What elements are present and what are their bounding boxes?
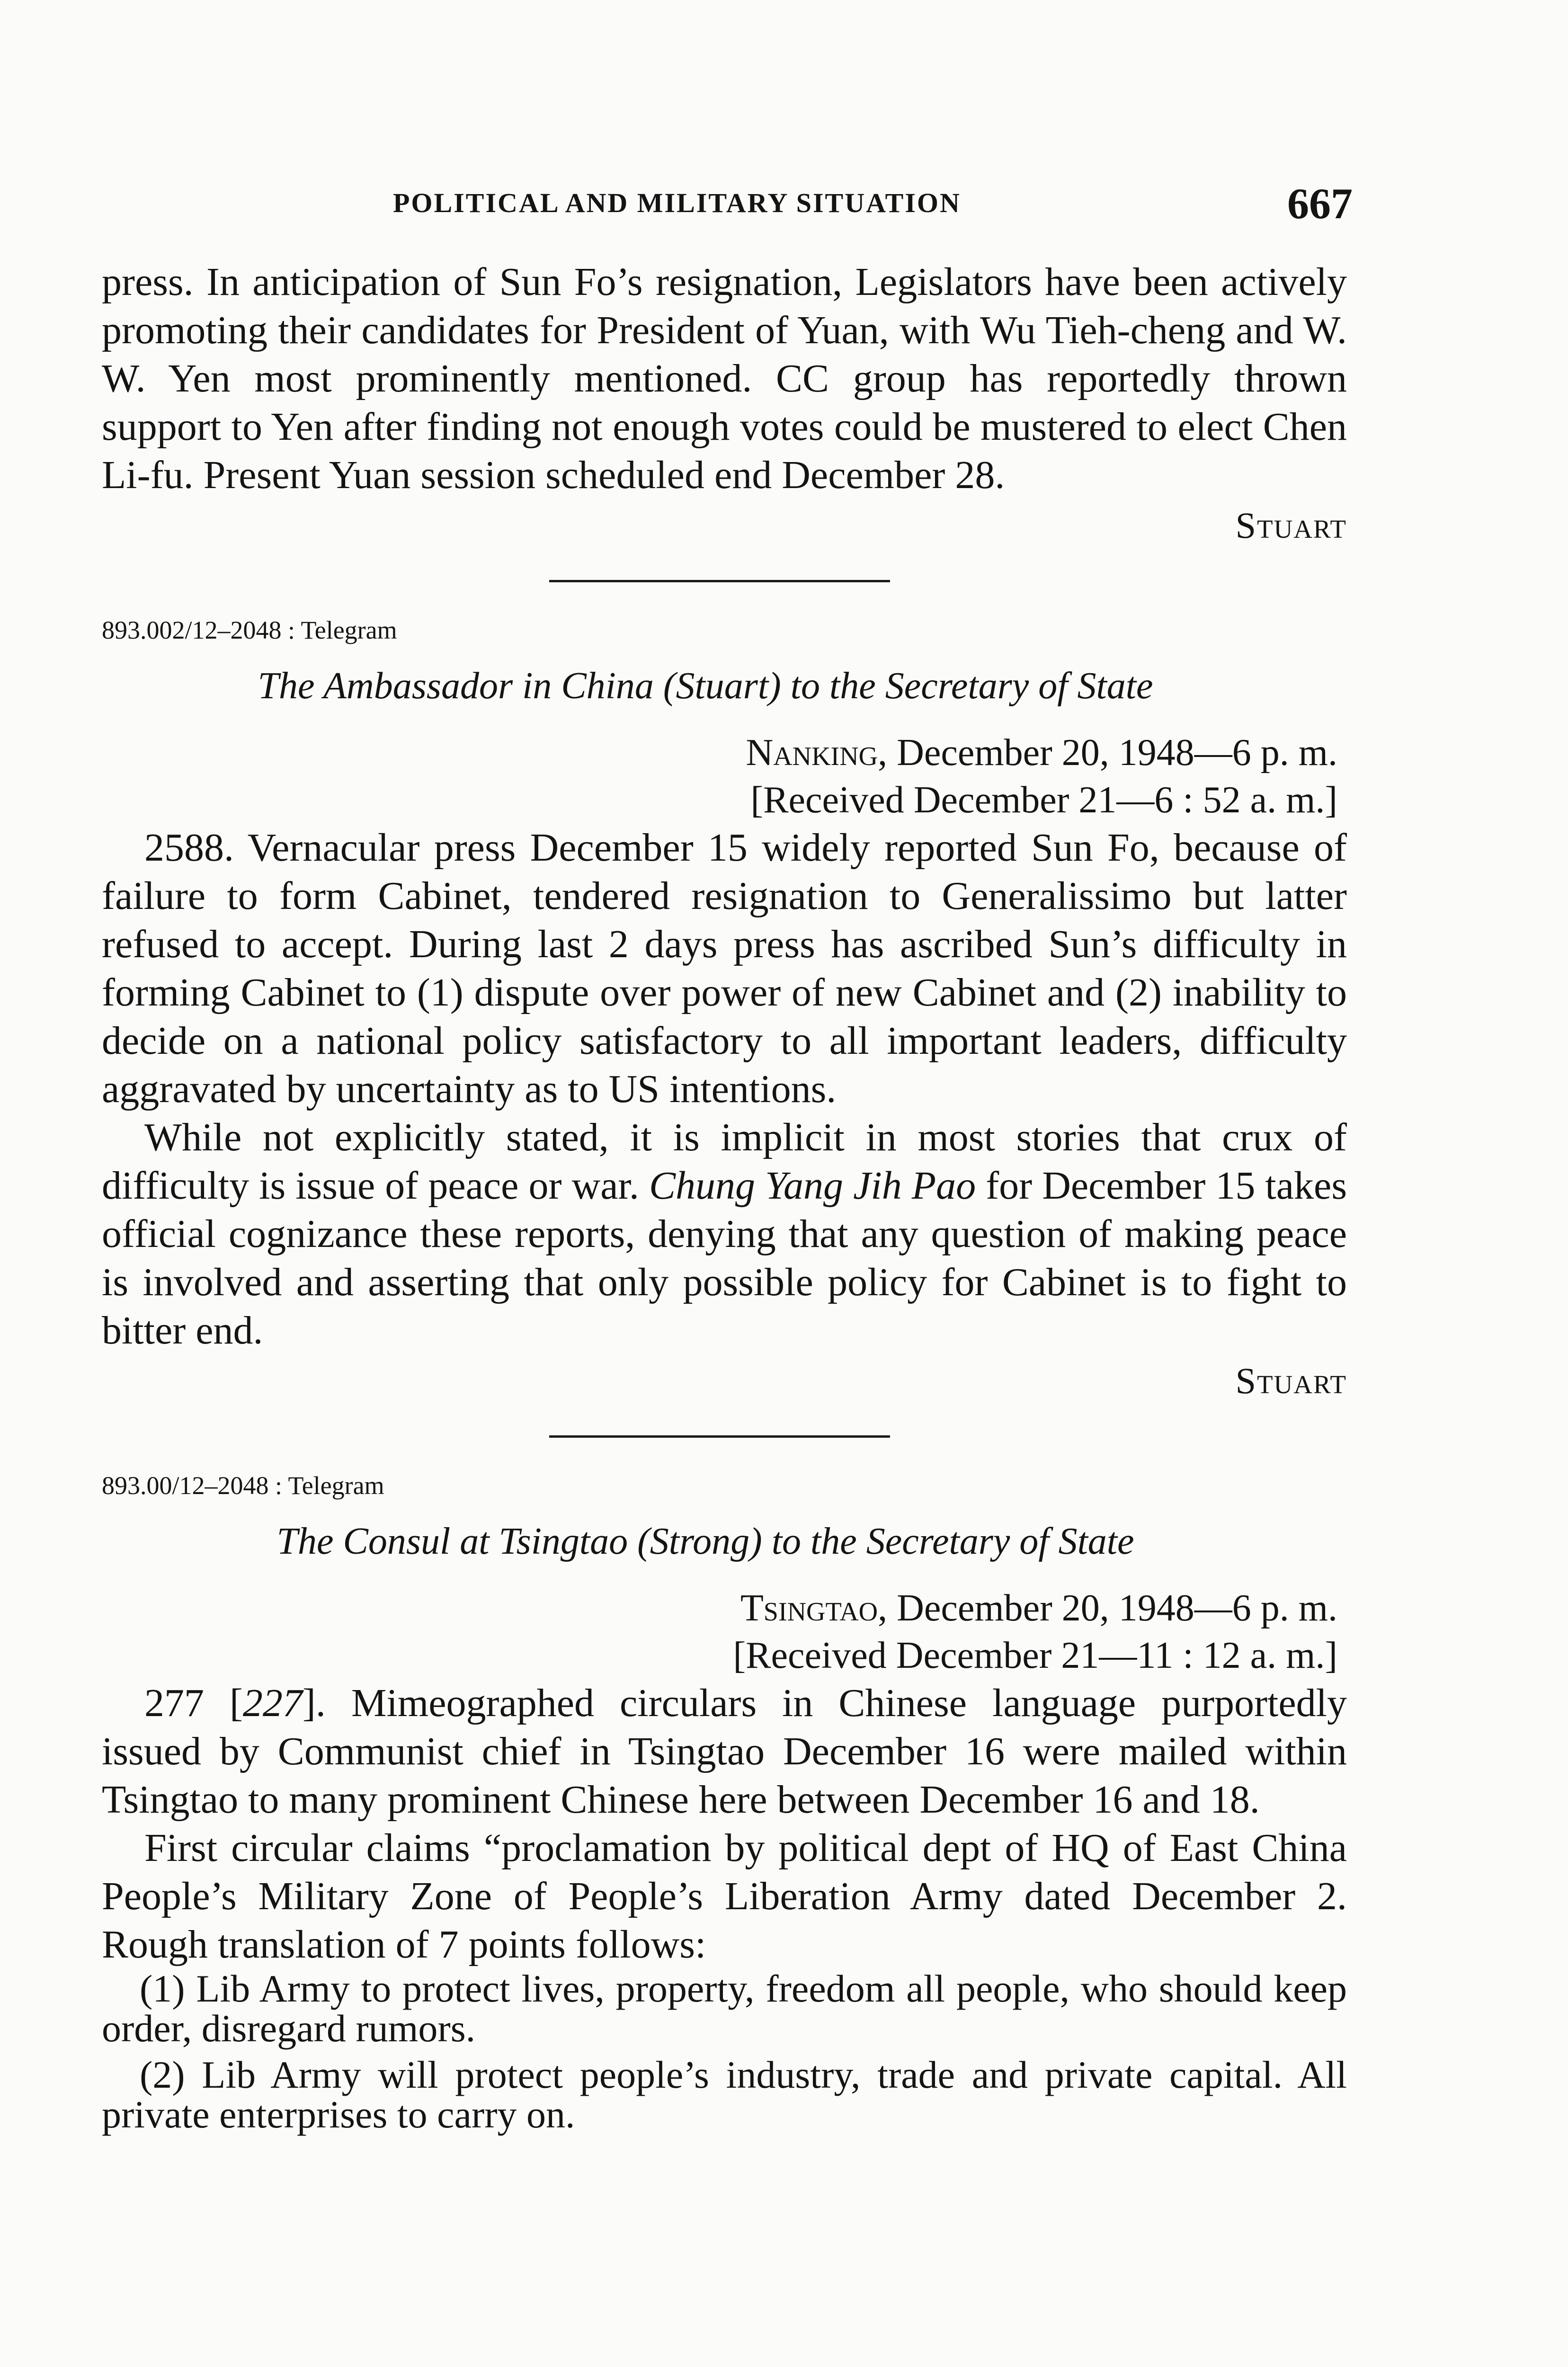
received-line: [Received December 21—11 : 12 a. m.]	[733, 1635, 1337, 1676]
received-line: [Received December 21—6 : 52 a. m.]	[750, 779, 1337, 821]
page-number: 667	[1287, 179, 1353, 228]
file-reference: 893.002/12–2048 : Telegram	[102, 616, 397, 644]
section-divider	[549, 580, 890, 582]
paragraph-text: for December 15 takes official cognizance these reports, denying that any question of making peace is involved and asserting that only possible policy for Cabinet is to fight to bitter end.	[102, 1164, 1347, 1353]
continuation-section	[102, 258, 1347, 547]
document-title: The Ambassador in China (Stuart) to the Secretary of State	[258, 665, 1153, 707]
document-title: The Consul at Tsingtao (Strong) to the Secretary of State	[276, 1521, 1134, 1562]
telegram-tsingtao	[102, 1471, 1347, 2135]
paragraph: 2588. Vernacular press December 15 widely reported Sun Fo, because of failure to form Cabinet, tendered resignation to Generalissimo but latter refused to accept. During last 2 days press has ascribed Sun’s difficulty in forming Cabinet to (1) dispute over power of new Cabinet and (2) inability to decide on a national policy satisfactory to all important leaders, difficulty aggravated by uncertainty as to US intentions.	[102, 826, 1347, 1111]
corrected-number: 227	[242, 1681, 303, 1725]
list-item: (1) Lib Army to protect lives, property, freedom all people, who should keep order, disregard rumors.	[102, 1967, 1347, 2050]
signature: Stuart	[1235, 505, 1347, 546]
dateline-place: Tsingtao,	[740, 1587, 888, 1629]
points-list	[102, 1969, 1347, 2135]
dateline-date: December 20, 1948—6 p. m.	[887, 732, 1337, 774]
page-header	[0, 179, 1568, 230]
list-item: (2) Lib Army will protect people’s industry, trade and private capital. All private enterprises to carry on.	[102, 2053, 1347, 2136]
page-body	[102, 258, 1347, 2141]
paragraph: First circular claims “proclamation by political dept of HQ of East China People’s Military Zone of People’s Liberation Army dated December 2. Rough translation of 7 points follows:	[102, 1826, 1347, 1967]
dateline	[102, 1584, 1347, 1632]
paragraph-text: While not explicitly stated, it is implicit in most stories that crux of difficulty is issue of peace or war.	[102, 1115, 1347, 1208]
continuation-paragraph: press. In anticipation of Sun Fo’s resignation, Legislators have been actively promoting their candidates for President of Yuan, with Wu Tieh-cheng and W. W. Yen most prominently mentioned. CC group has reportedly thrown support to Yen after finding not enough votes could be mustered to elect Chen Li-fu. Present Yuan session scheduled end December 28.	[102, 260, 1347, 497]
paragraph-text: ]. Mimeographed circulars in Chinese language purportedly issued by Communist chief in Tsingtao December 16 were mailed within Tsingtao to many prominent Chinese here between December 16 and 18.	[102, 1681, 1347, 1822]
file-reference: 893.00/12–2048 : Telegram	[102, 1471, 384, 1500]
telegram-nanking	[102, 615, 1347, 1402]
dateline-date: December 20, 1948—6 p. m.	[887, 1587, 1337, 1629]
paragraph	[102, 1113, 1347, 1355]
dateline	[102, 729, 1347, 776]
newspaper-name: Chung Yang Jih Pao	[649, 1164, 976, 1208]
signature: Stuart	[1235, 1360, 1347, 1401]
section-divider	[549, 1435, 890, 1438]
running-head: POLITICAL AND MILITARY SITUATION	[393, 187, 961, 218]
telegram-number: 277 [	[144, 1681, 243, 1725]
dateline-place: Nanking,	[746, 732, 888, 774]
paragraph	[102, 1679, 1347, 1824]
